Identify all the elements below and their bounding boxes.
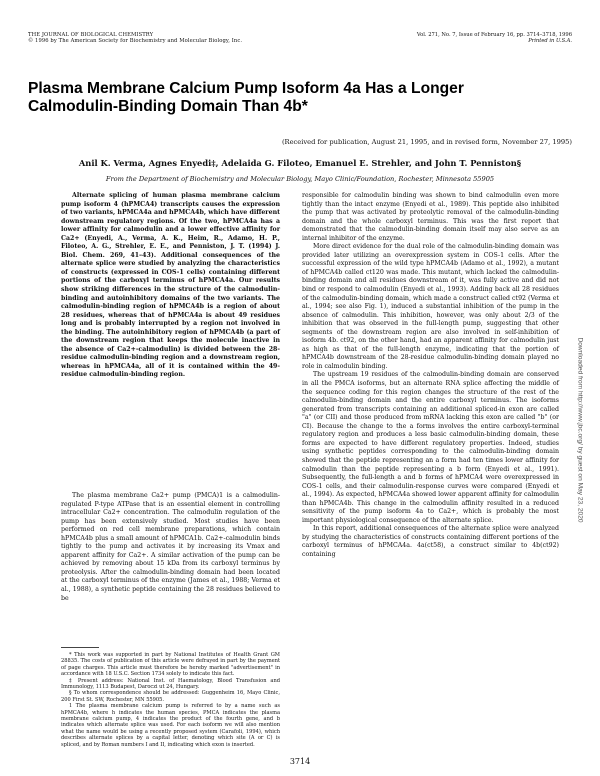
download-watermark bbox=[573, 265, 587, 595]
issue-line: Vol. 271, No. 7, Issue of February 16, pp. 3714–3718, 1996 bbox=[416, 32, 572, 38]
author-list: Anil K. Verma, Agnes Enyedi‡, Adelaida G. Filoteo, Emanuel E. Strehler, and John T. Penniston§ bbox=[78, 158, 522, 168]
abstract-text: Alternate splicing of human plasma membrane calcium pump isoform 4 (hPMCA4) transcripts causes the expression of two variants, hPMCA4a and hPMCA4b, which have different downstream regulatory regions. Of the two, hPMCA4a has a lower affinity for calmodulin and a lower effective affinity for Ca2+ (Enyedi, A., Verma, A. K., Heim, R., Adamo, H. P., Filoteo, A. G., Strehler, E. E., and Penniston, J. T. (1994) J. Biol. Chem. 269, 41–43). Additional consequences of the alternate splice were studied by analyzing the characteristics of constructs (expressed in COS-1 cells) containing different portions of the carboxyl terminus of hPMCA4a. Our results show striking differences in the structure of the calmodulin-binding and autoinhibitory domains of the two variants. The calmodulin-binding region of hPMCA4b is a region of about 28 residues, whereas that of hPMCA4a is about 49 residues long and is probably interrupted by a region not involved in the binding. The autoinhibitory region of hPMCA4b (a part of the downstream region that keeps the molecule inactive in the absence of Ca2+-calmodulin) is divided between the 28-residue calmodulin-binding region and a downstream region, whereas in hPMCA4a, all of it is contained within the 49-residue calmodulin-binding region. bbox=[61, 192, 280, 379]
body-paragraph: In this report, additional consequences of the alternate splice were analyzed by studying the characteristics of constructs containing different portions of the carboxyl terminus of hPMCA4a. 4a(ct58), a construct similar to 4b(ct92) containing bbox=[302, 525, 559, 558]
body-paragraph: responsible for calmodulin binding was shown to bind calmodulin even more tightly than the intact enzyme (Enyedi et al., 1989). This peptide also inhibited the pump that was activated by proteolytic removal of the calmodulin-binding domain and the whole carboxyl terminus. This was the first report that demonstrated that the calmodulin-binding domain itself may also serve as an internal inhibitor of the enzyme. bbox=[302, 192, 559, 242]
page-number: 3714 bbox=[289, 757, 311, 766]
footnotes bbox=[61, 652, 280, 748]
journal-name: THE JOURNAL OF BIOLOGICAL CHEMISTRY bbox=[28, 32, 154, 38]
abstract bbox=[61, 192, 280, 380]
footnote: 1 The plasma membrane calcium pump is referred to by a name such as hPMCA4b, where h indicates the human species, PMCA indicates the plasma membrane calcium pump, 4 indicates the product of the fourth gene, and b indicates which alternate splice was used. For each isoform we will also mention what the name would be using a recently proposed system (Carafoli, 1994), which describes alternate splices by a capital letter, denoting which site (A or C) is spliced, and by Roman numbers I and II, indicating which exon is inserted. bbox=[61, 703, 280, 748]
journal-header bbox=[28, 32, 328, 45]
body-paragraph: More direct evidence for the dual role of the calmodulin-binding domain was provided later utilizing an overexpression system in COS-1 cells. After the successful expression of the wild type hPMCA4b (Adamo et al., 1992), a mutant of hPMCA4b called ct120 was made. This mutant, which lacked the calmodulin-binding domain and all residues downstream of it, was fully active and did not bind or respond to calmodulin (Enyedi et al., 1993). Adding back all 28 residues of the calmodulin-binding domain, which made a construct called ct92 (Verma et al., 1994; see also Fig. 1), induced a substantial inhibition of the pump in the absence of calmodulin. This inhibition, however, was only about 2/3 of the inhibition that was observed in the full-length pump, suggesting that other segments of the downstream region are also involved in self-inhibition of isoform 4b. ct92, on the other hand, had an apparent affinity for calmodulin just as high as that of the full-length enzyme, indicating that the portion of hPMCA4b downstream of the 28-residue calmodulin-binding domain played no role in calmodulin binding. bbox=[302, 243, 559, 370]
footnote: * This work was supported in part by National Institutes of Health Grant GM 28835. The costs of publication of this article were defrayed in part by the payment of page charges. This article must therefore be hereby marked "advertisement" in accordance with 18 U.S.C. Section 1734 solely to indicate this fact. bbox=[61, 652, 280, 678]
watermark-text: Downloaded from http://www.jbc.org/ by guest on May 23, 2020 bbox=[576, 337, 584, 523]
footnote: ‡ Present address: National Inst. of Haematology, Blood Transfusion and Immunology, 1113 Budapest, Daroczi ut 24, Hungary. bbox=[61, 677, 280, 691]
intro-paragraph: The plasma membrane Ca2+ pump (PMCA)1 is a calmodulin-regulated P-type ATPase that is an essential element in controlling intracellular Ca2+ concentration. The calmodulin regulation of the pump has been extensively studied. Most studies have been performed on red cell membrane preparations, which contain hPMCA4b plus a small amount of hPMCA1b. Ca2+-calmodulin binds tightly to the pump and activates it by increasing its Vmax and apparent affinity for Ca2+. A similar activation of the pump can be achieved by removing about 15 kDa from its carboxyl terminus by proteolysis. After the calmodulin-binding domain had been located at the carboxyl terminus of the enzyme (James et al., 1988; Verma et al., 1988), a synthetic peptide containing the 28 residues believed to be bbox=[61, 492, 280, 602]
issue-header bbox=[312, 32, 572, 45]
copyright-line: © 1996 by The American Society for Biochemistry and Molecular Biology, Inc. bbox=[28, 38, 243, 45]
footnote: § To whom correspondence should be addressed: Guggenheim 16, Mayo Clinic, 200 First St. SW, Rochester, MN 55905. bbox=[61, 690, 280, 703]
right-column bbox=[302, 192, 559, 560]
article-title: Plasma Membrane Calcium Pump Isoform 4a Has a Longer Calmodulin-Binding Domain Than 4b* bbox=[28, 80, 464, 115]
affiliation: From the Department of Biochemistry and Molecular Biology, Mayo Clinic/Foundation, Rochester, Minnesota 55905 bbox=[105, 175, 495, 183]
footnote-divider bbox=[61, 647, 99, 648]
body-paragraph: The upstream 19 residues of the calmodulin-binding domain are conserved in all the PMCA isoforms, but an alternate RNA splice affecting the middle of the sequence coding for this region changes the structure of the rest of the calmodulin-binding domain and the entire carboxyl terminus. The isoforms generated from transcripts containing an additional spliced-in exon are called "a" (or CII) and those produced from mRNA lacking this exon are called "b" (or CI). Because the change to the a forms involves the entire carboxyl-terminal regulatory region and produces a less basic calmodulin-binding domain, these forms are expected to have different regulatory properties. Indeed, studies using synthetic peptides corresponding to the calmodulin-binding domain showed that the peptide representing an a form had ten times lower affinity for calmodulin than the peptide representing a b form (Enyedi et al., 1991). Subsequently, the full-length a and b forms of hPMCA4 were overexpressed in COS-1 cells, and their calmodulin-response curves were compared (Enyedi et al., 1994). As expected, hPMCA4a showed lower apparent affinity for calmodulin than hPMCA4b. This change in the calmodulin affinity resulted in a reduced sensitivity of the pump isoform 4a to Ca2+, which is probably the most important physiological consequence of the alternate splice. bbox=[302, 371, 559, 524]
printed-line: Printed in U.S.A. bbox=[528, 38, 572, 45]
received-dates: (Received for publication, August 21, 1995, and in revised form, November 27, 1995) bbox=[281, 138, 572, 146]
intro-column bbox=[61, 492, 280, 603]
